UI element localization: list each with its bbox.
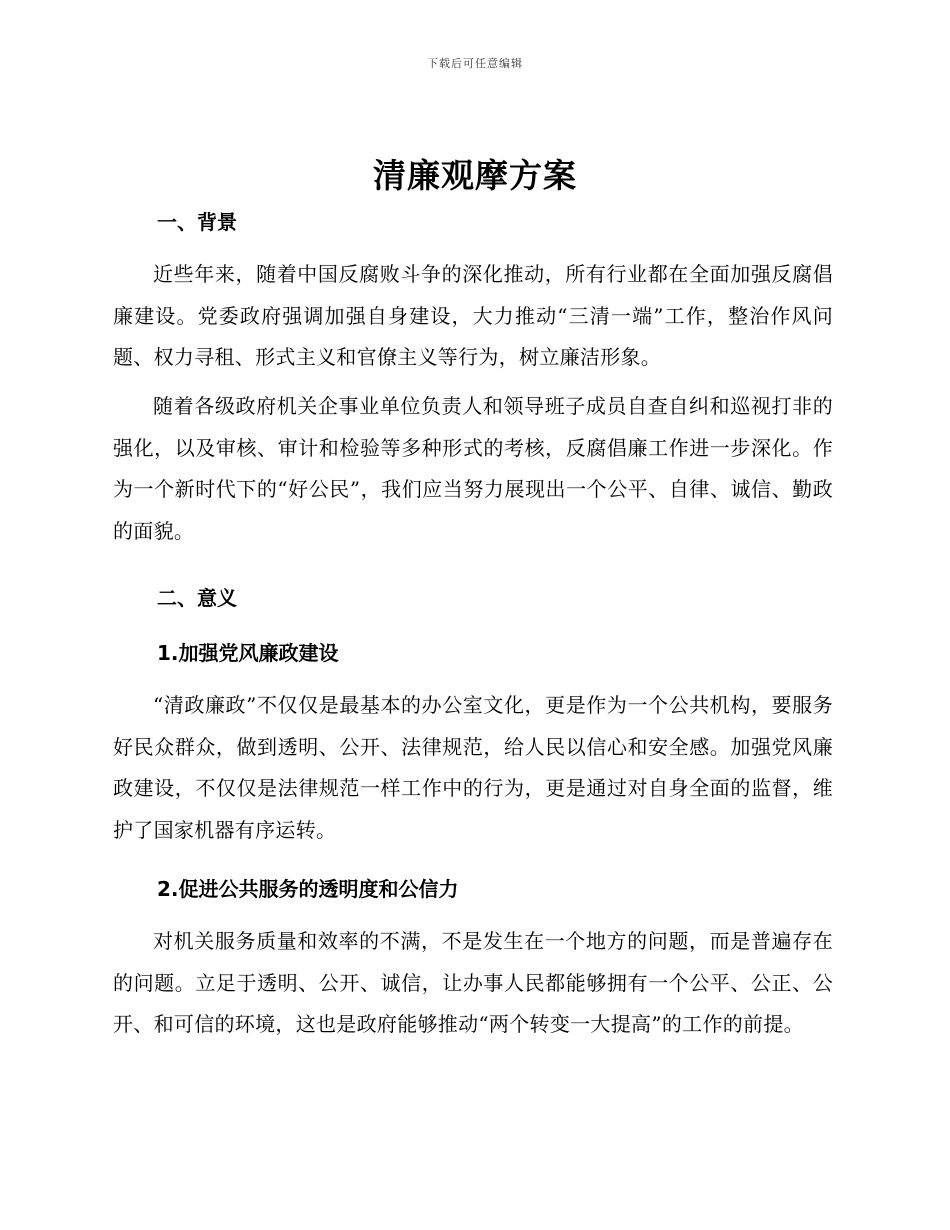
paragraph-background-2: 随着各级政府机关企事业单位负责人和领导班子成员自查自纠和巡视打非的强化，以及审核、审计和检验等多种形式的考核，反腐倡廉工作进一步深化。作为一个新时代下的“好公民”，我们应当努力展现出一个公平、自律、诚信、勤政的面貌。 <box>113 394 833 543</box>
paragraph-subsection-2: 对机关服务质量和效率的不满，不是发生在一个地方的问题，而是普遍存在的问题。立足于透明、公开、诚信，让办事人民都能够拥有一个公平、公正、公开、和可信的环境，这也是政府能够推动“两个转变一大提高”的工作的前提。 <box>113 929 833 1036</box>
subsection-heading-2: 2.促进公共服务的透明度和公信力 <box>157 877 459 901</box>
section-heading-background: 一、背景 <box>157 210 237 234</box>
subsection-heading-1: 1.加强党风廉政建设 <box>157 641 339 665</box>
section-heading-significance: 二、意义 <box>157 586 237 610</box>
paragraph-background-1: 近些年来，随着中国反腐败斗争的深化推动，所有行业都在全面加强反腐倡廉建设。党委政府强调加强自身建设，大力推动“三清一端”工作，整治作风问题、权力寻租、形式主义和官僚主义等行为，树立廉洁形象。 <box>113 262 833 369</box>
paragraph-subsection-1: “清政廉政”不仅仅是最基本的办公室文化，更是作为一个公共机构，要服务好民众群众，做到透明、公开、法律规范，给人民以信心和安全感。加强党风廉政建设，不仅仅是法律规范一样工作中的行为，更是通过对自身全面的监督，维护了国家机器有序运转。 <box>113 693 833 842</box>
page-title: 清廉观摩方案 <box>373 156 577 195</box>
header-note: 下载后可任意编辑 <box>427 57 523 70</box>
